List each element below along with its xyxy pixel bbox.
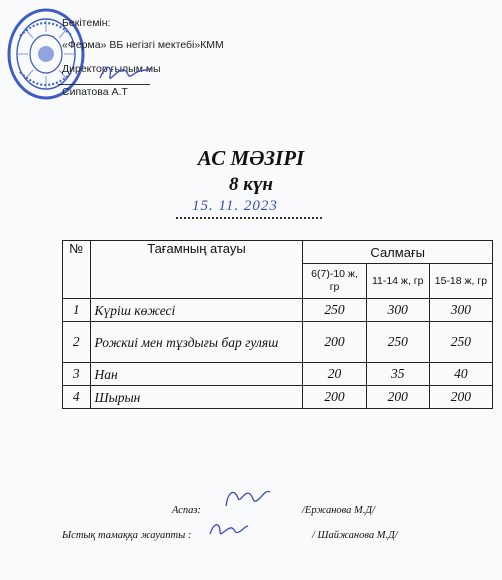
row-number: 1	[63, 299, 91, 322]
subcolumn-age-15-18: 15-18 ж, гр	[429, 264, 492, 299]
director-signature	[96, 60, 156, 86]
weight-6-10: 250	[303, 299, 366, 322]
dish-name: Нан	[90, 363, 303, 386]
cook-name: /Ержанова М.Д/	[302, 505, 375, 516]
hot-food-responsible-name: / Шайжанова М.Д/	[312, 530, 398, 541]
column-header-weight: Салмағы	[303, 241, 493, 264]
menu-title: АС МӘЗІРІ	[197, 146, 305, 170]
row-number: 3	[63, 363, 91, 386]
weight-11-14: 250	[366, 322, 429, 363]
hot-food-responsible-label: Ыстық тамаққа жауапты :	[62, 530, 192, 541]
dish-name: Шырын	[90, 386, 303, 409]
column-header-name: Тағамның атауы	[90, 241, 303, 299]
weight-15-18: 300	[429, 299, 492, 322]
director-name: Сипатова А.Т	[62, 86, 128, 98]
table-header-row	[63, 241, 493, 264]
cook-label: Аспаз:	[172, 505, 202, 516]
subcolumn-age-11-14: 11-14 ж, гр	[366, 264, 429, 299]
weight-11-14: 35	[366, 363, 429, 386]
table-row	[63, 363, 493, 386]
weight-15-18: 40	[429, 363, 492, 386]
table-row	[63, 386, 493, 409]
hot-food-signature	[206, 516, 250, 542]
director-signature-line	[58, 84, 150, 85]
menu-table	[62, 240, 493, 409]
weight-6-10: 200	[303, 322, 366, 363]
weight-6-10: 20	[303, 363, 366, 386]
approved-label: Бекітемін:	[62, 17, 111, 29]
weight-11-14: 300	[366, 299, 429, 322]
table-row	[63, 322, 493, 363]
subcolumn-age-6-10: 6(7)-10 ж, гр	[303, 264, 366, 299]
column-header-number: №	[63, 241, 91, 299]
dish-name: Күріш көжесі	[90, 299, 303, 322]
cook-signature	[222, 484, 272, 512]
row-number: 2	[63, 322, 91, 363]
dish-name: Рожкиі мен тұздығы бар гуляш	[90, 322, 303, 363]
weight-15-18: 250	[429, 322, 492, 363]
day-number: 8 күн	[229, 174, 273, 195]
director-title: Директор ғылым мы	[62, 63, 161, 75]
handwritten-date: 15. 11. 2023	[192, 198, 278, 214]
weight-15-18: 200	[429, 386, 492, 409]
weight-6-10: 200	[303, 386, 366, 409]
school-name: «Ферма» ВБ негізгі мектебі»КММ	[62, 39, 224, 51]
row-number: 4	[63, 386, 91, 409]
table-row	[63, 299, 493, 322]
weight-11-14: 200	[366, 386, 429, 409]
